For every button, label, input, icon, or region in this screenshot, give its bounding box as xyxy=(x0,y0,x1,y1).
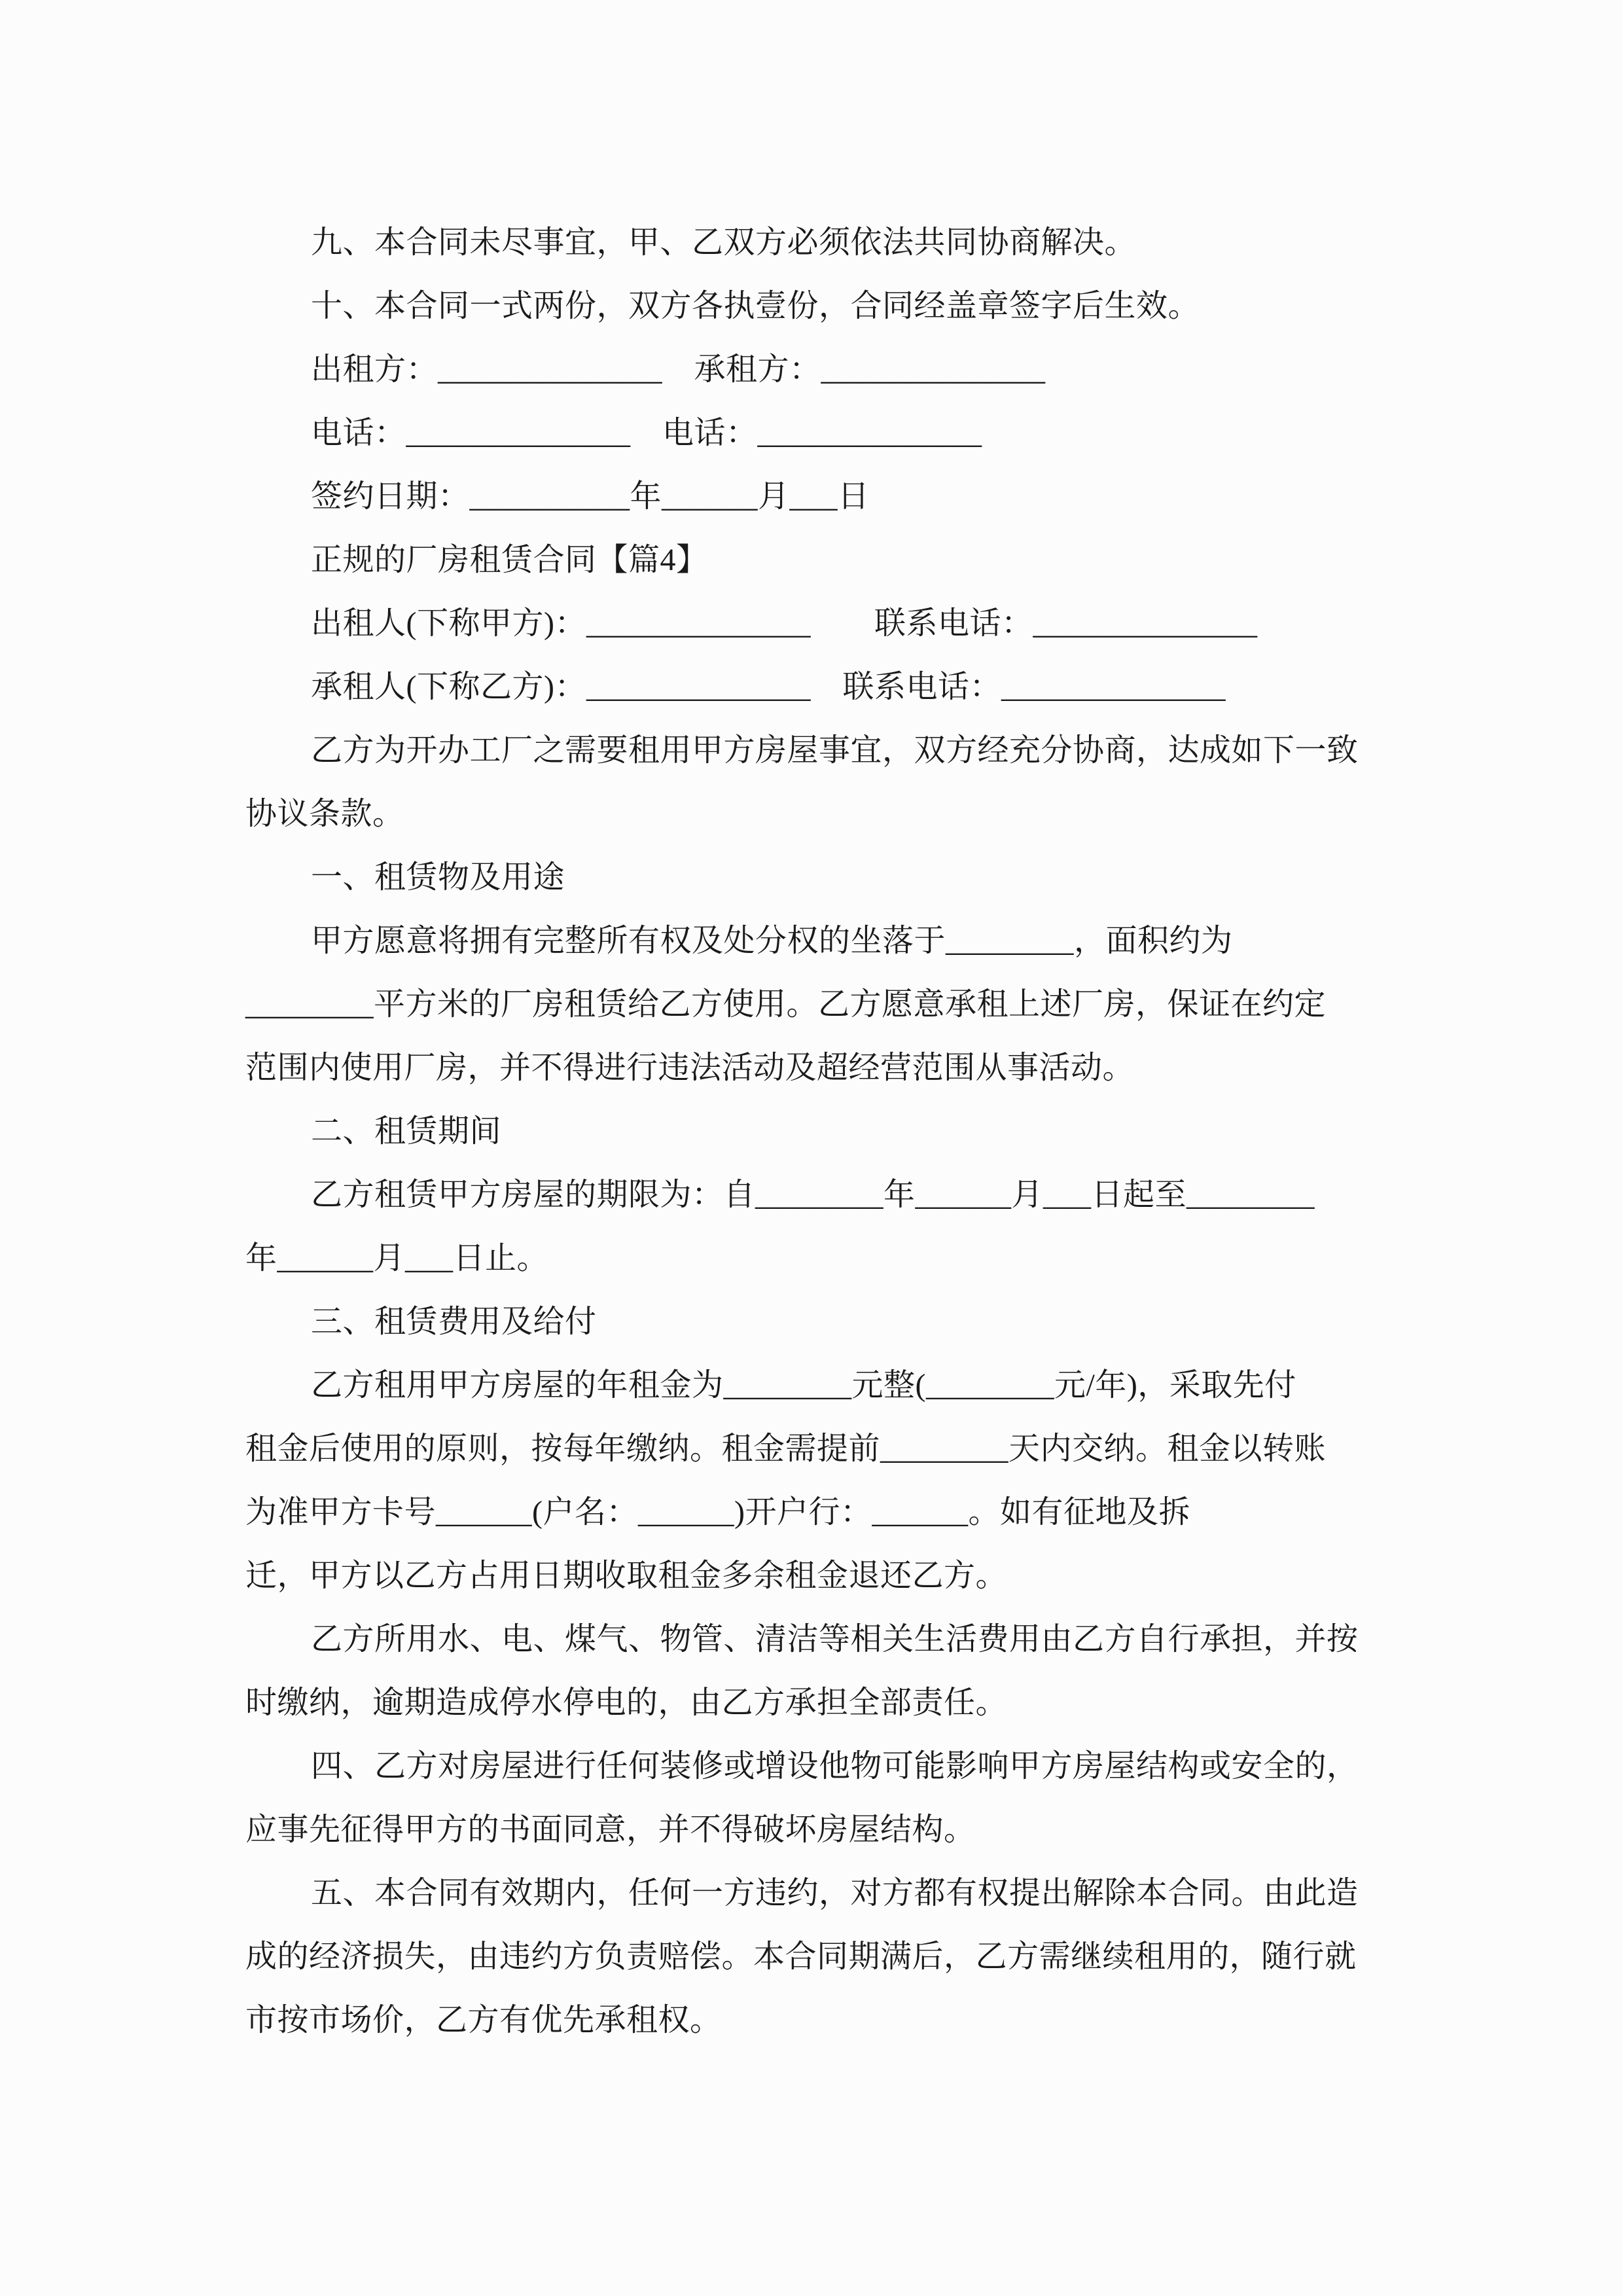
section-heading: 三、租赁费用及给付 xyxy=(311,1304,597,1339)
clause-line: 范围内使用厂房，并不得进行违法活动及超经营范围从事活动。 xyxy=(245,1050,1135,1085)
clause-line: 乙方租用甲方房屋的年租金为________元整(________元/年)，采取先付 xyxy=(311,1368,1296,1403)
clause-line: 迁，甲方以乙方占用日期收取租金多余租金退还乙方。 xyxy=(245,1558,1008,1593)
party-line: 出租人(下称甲方)：______________ 联系电话：______________ xyxy=(311,606,1258,641)
clause-line: 为准甲方卡号______(户名：______)开户行：______。如有征地及拆 xyxy=(245,1495,1190,1530)
clause-line: 成的经济损失，由违约方负责赔偿。本合同期满后，乙方需继续租用的，随行就 xyxy=(245,1939,1357,1974)
clause-line: ________平方米的厂房租赁给乙方使用。乙方愿意承租上述厂房，保证在约定 xyxy=(245,987,1327,1022)
clause-line: 九、本合同未尽事宜，甲、乙双方必须依法共同协商解决。 xyxy=(311,225,1137,260)
clause-line: 十、本合同一式两份，双方各执壹份，合同经盖章签字后生效。 xyxy=(311,289,1200,323)
clause-line: 市按市场价，乙方有优先承租权。 xyxy=(245,2003,722,2037)
date-line: 签约日期：__________年______月___日 xyxy=(311,479,870,514)
phone-line: 电话：______________ 电话：______________ xyxy=(311,416,982,450)
clause-line: 租金后使用的原则，按每年缴纳。租金需提前________天内交纳。租金以转账 xyxy=(245,1431,1327,1466)
clause-line: 时缴纳，逾期造成停水停电的，由乙方承担全部责任。 xyxy=(245,1685,1008,1720)
signature-line: 出租方：______________ 承租方：______________ xyxy=(311,352,1046,387)
clause-line: 应事先征得甲方的书面同意，并不得破坏房屋结构。 xyxy=(245,1812,976,1847)
clause-line: 甲方愿意将拥有完整所有权及处分权的坐落于________，面积约为 xyxy=(311,924,1233,958)
clause-line: 乙方所用水、电、煤气、物管、清洁等相关生活费用由乙方自行承担，并按 xyxy=(311,1622,1359,1657)
preamble-line: 乙方为开办工厂之需要租用甲方房屋事宜，双方经充分协商，达成如下一致 xyxy=(311,733,1359,768)
clause-line: 乙方租赁甲方房屋的期限为：自________年______月___日起至________ xyxy=(311,1177,1315,1212)
section-heading: 二、租赁期间 xyxy=(311,1114,502,1149)
preamble-line: 协议条款。 xyxy=(245,797,404,831)
party-line: 承租人(下称乙方)：______________ 联系电话：______________ xyxy=(311,670,1226,704)
section-heading: 一、租赁物及用途 xyxy=(311,860,565,895)
clause-line: 年______月___日止。 xyxy=(245,1241,549,1276)
clause-line: 四、乙方对房屋进行任何装修或增设他物可能影响甲方房屋结构或安全的， xyxy=(311,1749,1359,1784)
clause-line: 五、本合同有效期内，任何一方违约，对方都有权提出解除本合同。由此造 xyxy=(311,1876,1359,1910)
contract-subtitle: 正规的厂房租赁合同【篇4】 xyxy=(311,543,708,577)
